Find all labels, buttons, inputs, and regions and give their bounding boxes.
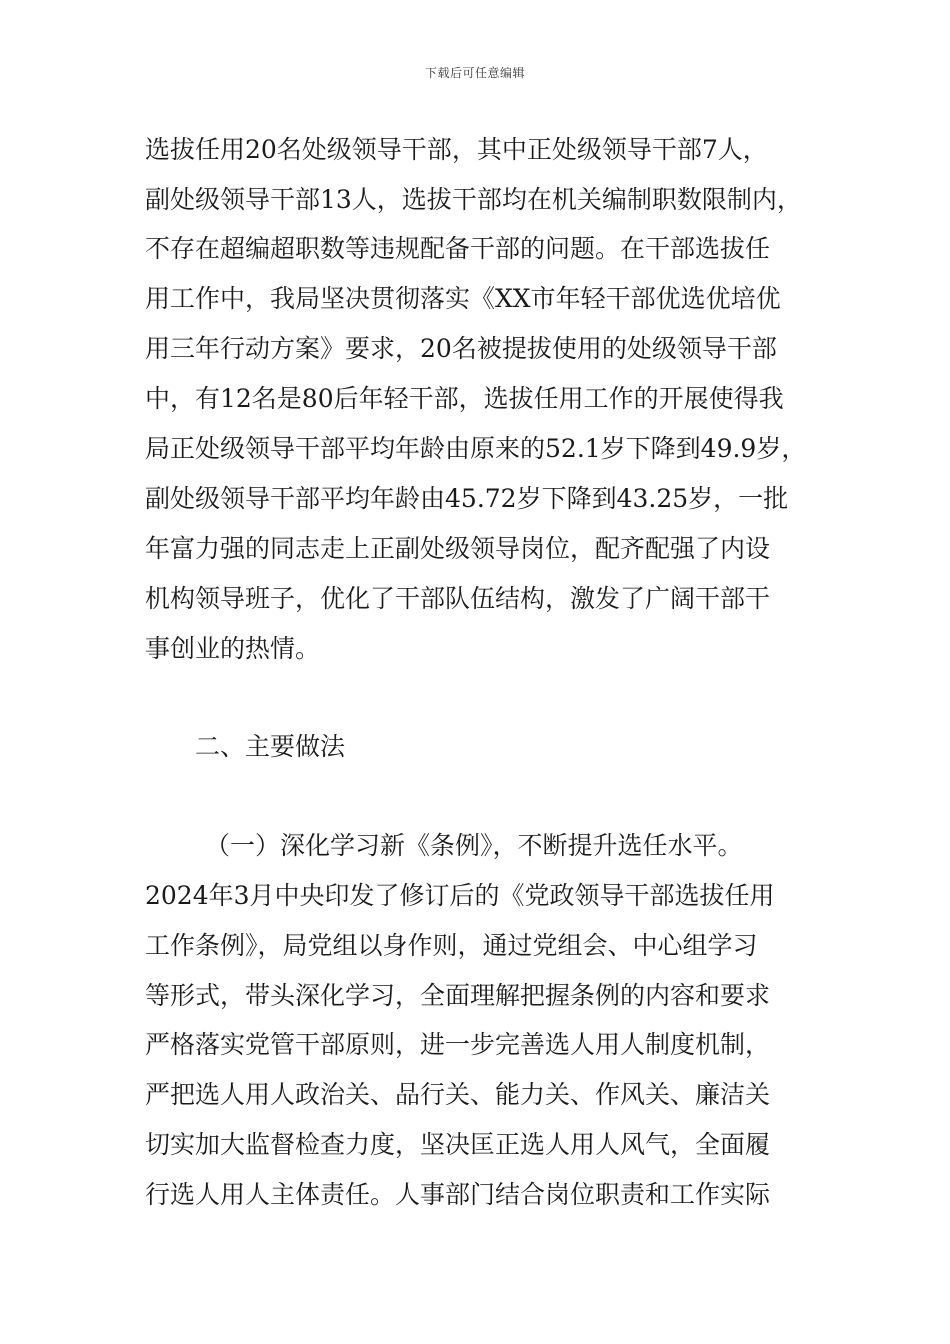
text-line: 副处级领导干部13人，选拔干部均在机关编制职数限制内， [145, 185, 802, 214]
text-line: 年富力强的同志走上正副处级领导岗位，配齐配强了内设 [145, 534, 771, 563]
text-line: 切实加大监督检查力度，坚决匡正选人用人风气，全面履 [145, 1130, 771, 1159]
text-line: 严格落实党管干部原则，进一步完善选人用人制度机制， [145, 1030, 771, 1059]
text-line: 行选人用人主体责任。人事部门结合岗位职责和工作实际 [145, 1180, 771, 1209]
section-heading: 二、主要做法 [195, 732, 346, 761]
text-line: 等形式，带头深化学习，全面理解把握条例的内容和要求 [145, 981, 771, 1010]
text-line: 局正处级领导干部平均年龄由原来的52.1岁下降到49.9岁， [145, 434, 807, 463]
text-line: 中，有12名是80后年轻干部，选拔任用工作的开展使得我 [145, 384, 784, 413]
text-line: 事创业的热情。 [145, 634, 321, 663]
text-line: 严把选人用人政治关、品行关、能力关、作风关、廉洁关 [145, 1080, 771, 1109]
text-line: 副处级领导干部平均年龄由45.72岁下降到43.25岁，一批 [145, 484, 789, 513]
text-line: 2024年3月中央印发了修订后的《党政领导干部选拔任用 [145, 881, 775, 910]
page-header: 下载后可任意编辑 [424, 66, 525, 80]
text-line: 用三年行动方案》要求，20名被提拔使用的处级领导干部 [145, 334, 777, 363]
text-line: 机构领导班子，优化了干部队伍结构，激发了广阔干部干 [145, 584, 771, 613]
text-line: 选拔任用20名处级领导干部，其中正处级领导干部7人， [145, 135, 768, 164]
text-line: 不存在超编超职数等违规配备干部的问题。在干部选拔任 [145, 234, 771, 263]
text-line: （一）深化学习新《条例》，不断提升选任水平。 [205, 831, 743, 860]
text-line: 用工作中，我局坚决贯彻落实《XX市年轻干部优选优培优 [145, 284, 781, 313]
text-line: 工作条例》，局党组以身作则，通过党组会、中心组学习 [145, 931, 758, 960]
